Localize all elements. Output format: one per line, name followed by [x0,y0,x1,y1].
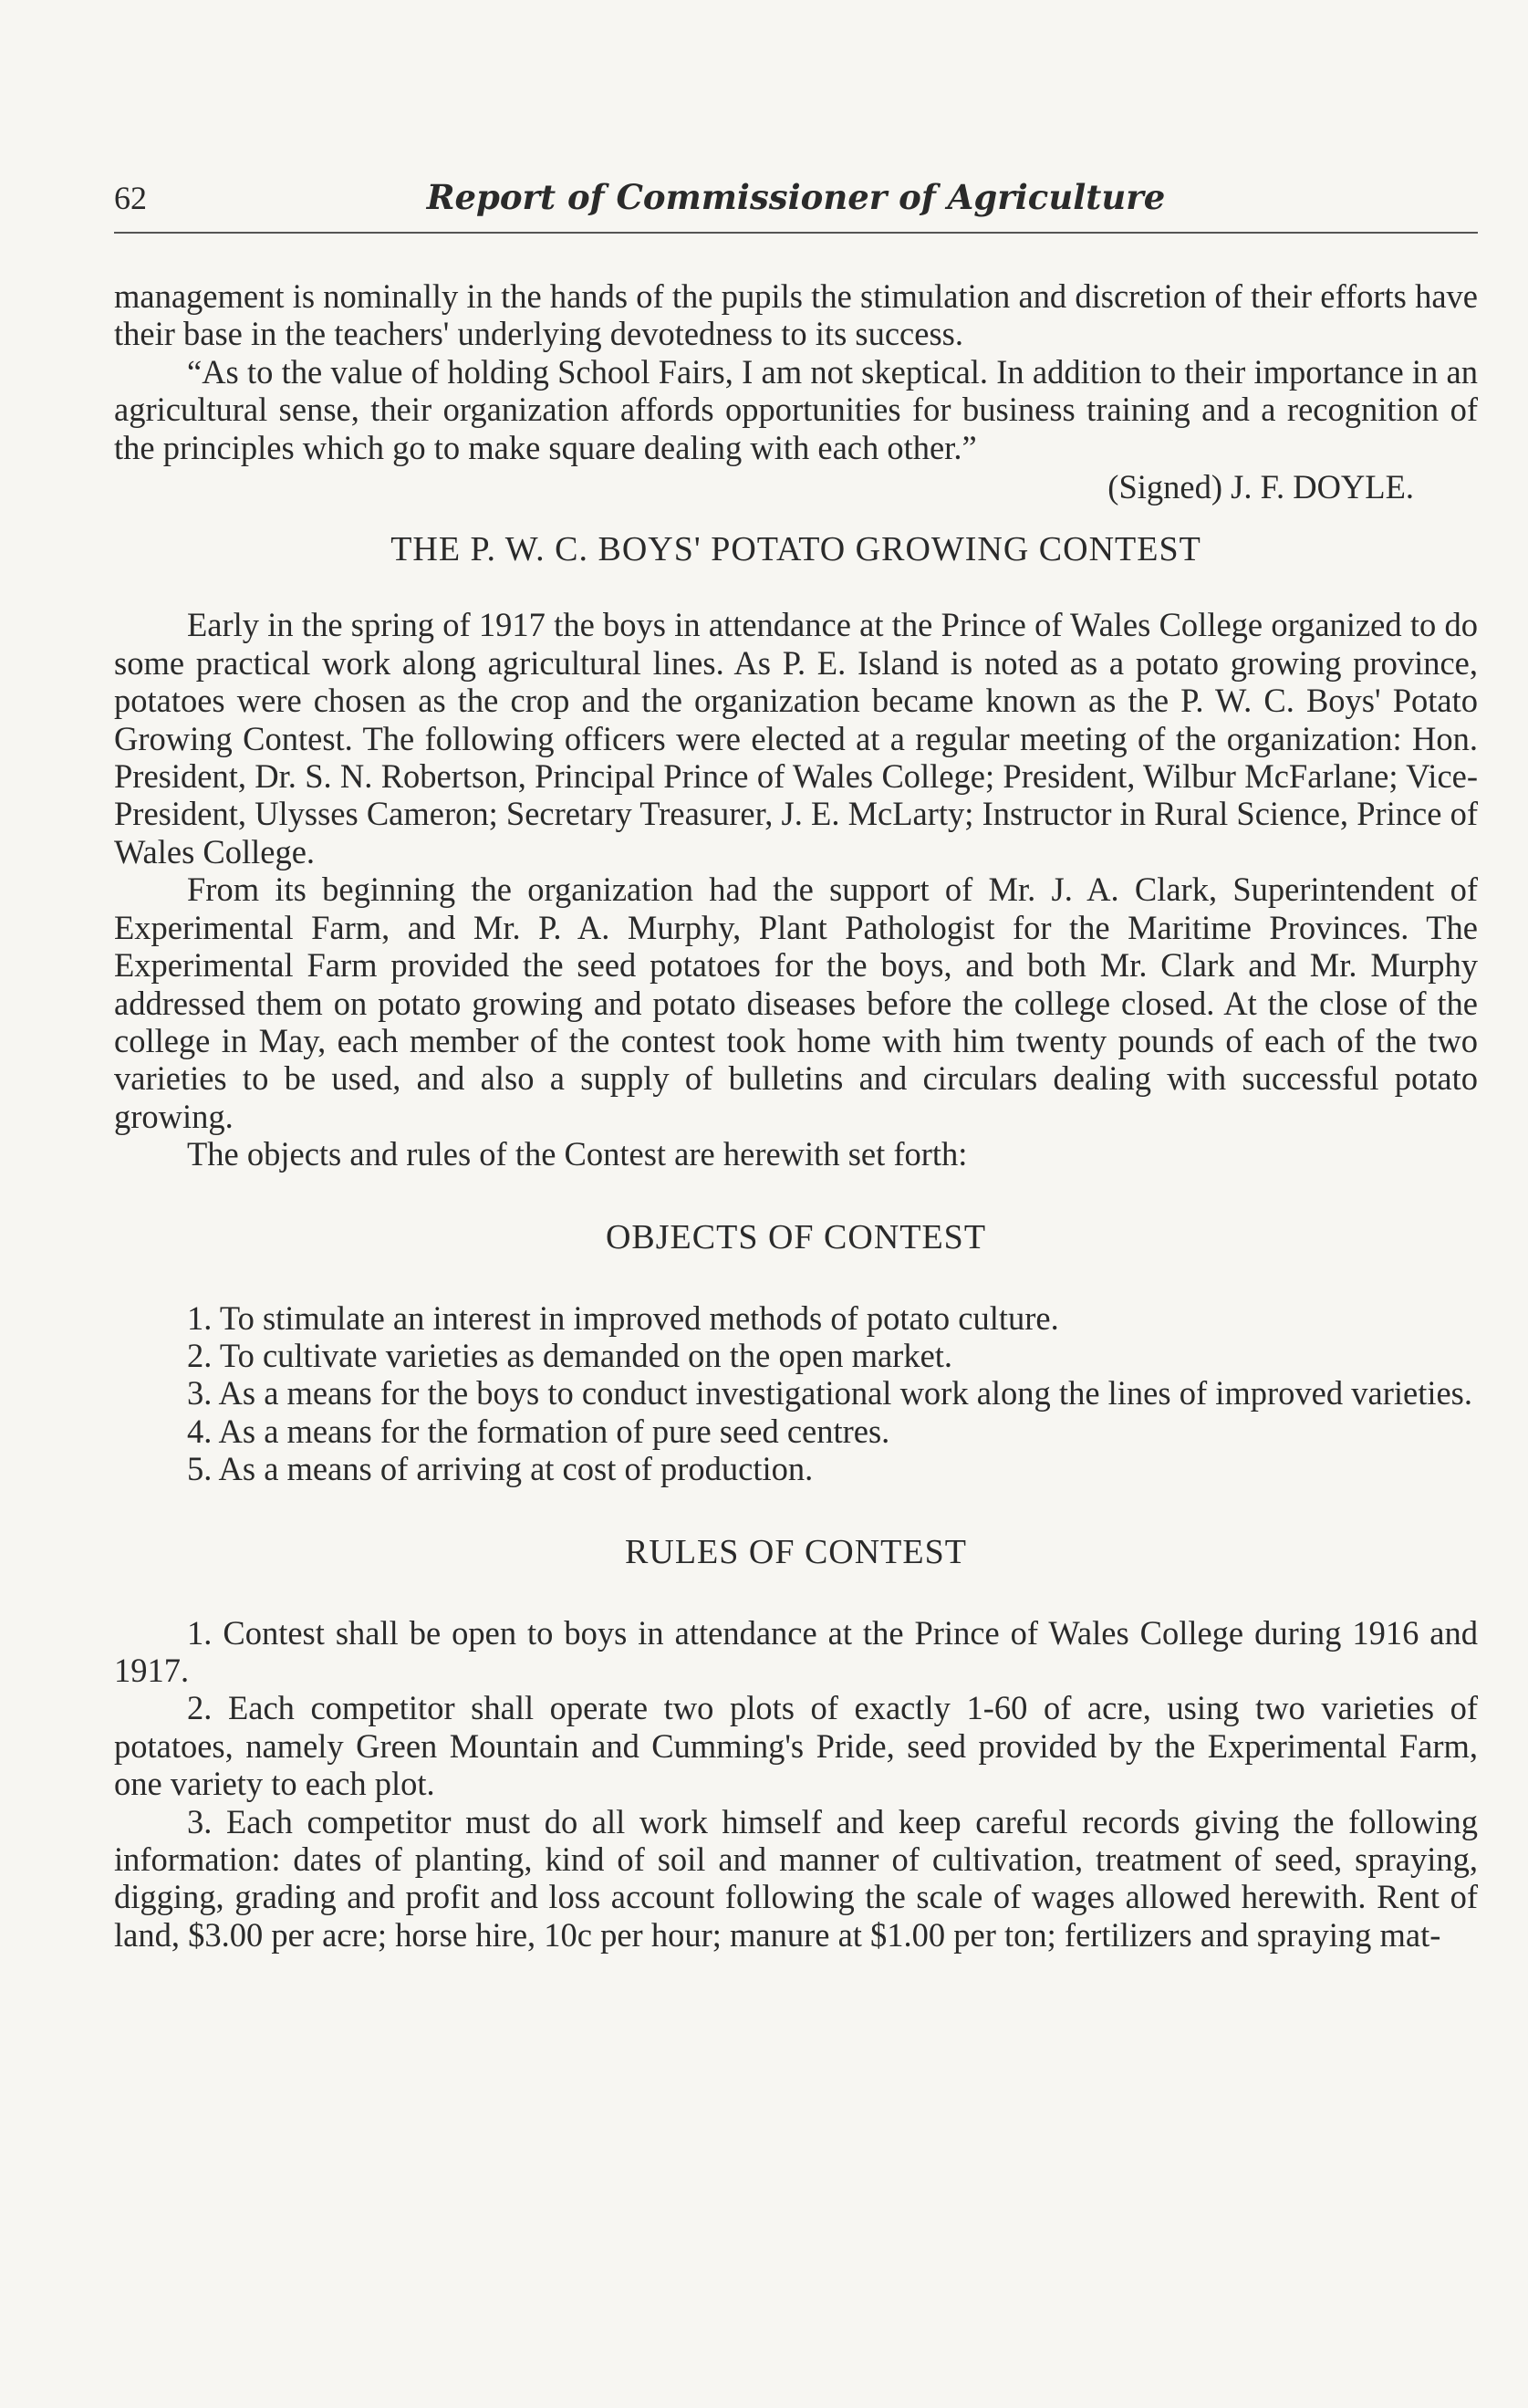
running-title: Report of Commissioner of Agriculture [426,177,1166,217]
item-number: 3. [187,1374,213,1412]
signature: (Signed) J. F. DOYLE. [1107,468,1414,506]
item-number: 4. [187,1412,213,1450]
contest-paragraph-3: The objects and rules of the Contest are herewith set forth: [187,1135,968,1173]
item-text: As a means for the boys to conduct investigational work along the lines of improved varieties. [218,1374,1473,1412]
item-text: Each competitor shall operate two plots of exactly 1-60 of acre, using two varieties of potatoes, namely Green Mountain and Cumming's Pride, seed provided by the Experimental Farm, one variety to each plot. [114,1689,1478,1803]
intro-paragraph-1: management is nominally in the hands of the pupils the stimulation and discretion of their efforts have their base in the teachers' underlying devotedness to its success. [114,277,1478,353]
document-page [114,173,1478,1954]
item-number: 3. [187,1802,213,1840]
objects-item [114,1337,1478,1374]
item-number: 2. [187,1336,213,1374]
contest-paragraph-1: Early in the spring of 1917 the boys in attendance at the Prince of Wales College organized to do some practical work along agricultural lines. As P. E. Island is noted as a potato growing province, potatoes were chosen as the crop and the organization became known as the P. W. C. Boys' Potato Growing Contest. The following officers were elected at a regular meeting of the organization: Hon. President, Dr. S. N. Robertson, Principal Prince of Wales College; President, Wilbur McFarlane; Vice-President, Ulysses Cameron; Secretary Treasurer, J. E. McLarty; Instructor in Rural Science, Prince of Wales College. [114,606,1478,870]
item-text: To cultivate varieties as demanded on the open market. [219,1336,953,1374]
item-number: 1. [187,1298,213,1337]
rules-item [114,1689,1478,1802]
item-text: As a means for the formation of pure seed centres. [218,1412,890,1450]
intro-paragraph-2: “As to the value of holding School Fairs, I am not skeptical. In addition to their importance in an agricultural sense, their organization affords opportunities for business training and a recognition of the principles which go to make square dealing with each other.” [114,352,1478,466]
running-header [114,173,1478,234]
page-number: 62 [114,180,147,216]
item-text: As a means of arriving at cost of production. [218,1450,814,1488]
objects-item [114,1299,1478,1337]
item-text: Contest shall be open to boys in attendance at the Prince of Wales College during 1916 and 1917. [114,1613,1478,1689]
objects-item [114,1374,1478,1412]
section-title-contest: THE P. W. C. BOYS' POTATO GROWING CONTEST [390,530,1201,569]
rules-item [114,1803,1478,1955]
objects-item [114,1450,1478,1487]
item-text: To stimulate an interest in improved methods of potato culture. [219,1298,1059,1337]
item-text: Each competitor must do all work himself and keep careful records giving the following information: dates of planting, kind of soil and manner of cultivation, treatment of seed, spraying, digging, grading and profit and loss account following the scale of wages allowed herewith. Rent of land, $3.00 per acre; horse hire, 10c per hour; manure at $1.00 per ton; fertilizers and spraying mat- [114,1802,1478,1954]
item-number: 5. [187,1450,213,1488]
section-heading-objects: OBJECTS OF CONTEST [605,1217,987,1256]
rules-item [114,1614,1478,1690]
contest-paragraph-2: From its beginning the organization had the support of Mr. J. A. Clark, Superintendent of Experimental Farm, and Mr. P. A. Murphy, Plant Pathologist for the Maritime Provinces. The Experimental Farm provided the seed potatoes for the boys, and both Mr. Clark and Mr. Murphy addressed them on potato growing and potato diseases before the college closed. At the close of the college in May, each member of the contest took home with him twenty pounds of each of the two varieties to be used, and also a supply of bulletins and circulars dealing with successful potato growing. [114,870,1478,1135]
section-heading-rules: RULES OF CONTEST [625,1532,967,1571]
page-body [114,277,1478,1954]
objects-item [114,1412,1478,1450]
item-number: 1. [187,1613,213,1652]
item-number: 2. [187,1689,213,1727]
